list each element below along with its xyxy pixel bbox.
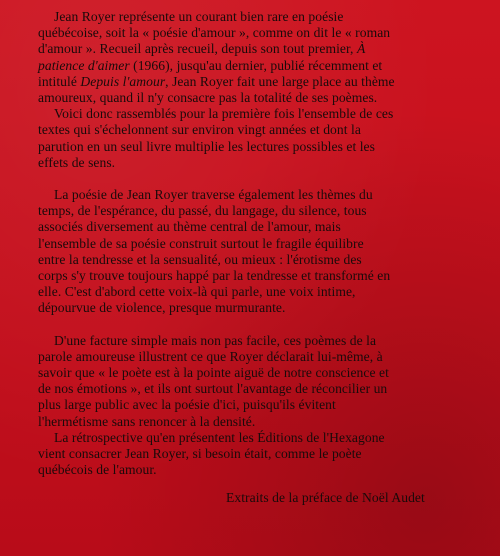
text-line: textes qui s'échelonnent sur environ vingt années et dont la: [38, 122, 361, 138]
text-line: D'une facture simple mais non pas facile, ces poèmes de la: [54, 332, 377, 348]
paragraph-style: [38, 333, 484, 479]
text-line: effets de sens.: [38, 154, 116, 170]
text-line: associés diversement au thème central de l'amour, mais: [38, 219, 341, 235]
text-line: de nos émotions », et ils ont surtout l'avantage de réconcilier un: [38, 381, 388, 397]
text-line: vient consacrer Jean Royer, si besoin était, comme le poète: [38, 446, 362, 462]
text-line: québécoise, soit la « poésie d'amour », comme on dit le « roman: [38, 25, 391, 41]
text-line: intitulé Depuis l'amour, Jean Royer fait une large place au thème: [38, 73, 395, 89]
book-title-last: Depuis l'amour: [80, 73, 166, 89]
text-line: dépourvue de violence, presque murmurante.: [38, 300, 286, 316]
text-line: La poésie de Jean Royer traverse également les thèmes du: [54, 187, 373, 203]
paragraph-intro: [38, 9, 484, 171]
text-line: patience d'aimer (1966), jusqu'au dernier, publié récemment et: [38, 57, 383, 73]
preface-attribution: Extraits de la préface de Noël Audet: [226, 490, 425, 506]
text-line: La rétrospective qu'en présentent les Éditions de l'Hexagone: [54, 429, 385, 445]
text-line: amoureux, quand il n'y consacre pas la totalité de ses poèmes.: [38, 90, 378, 106]
text-line: plus large public avec la poésie d'ici, puisqu'ils évitent: [38, 397, 336, 413]
book-title-first: À: [356, 41, 366, 57]
book-title-first-cont: patience d'aimer: [38, 57, 130, 73]
text-line: temps, de l'espérance, du passé, du langage, du silence, tous: [38, 203, 367, 219]
text-line: parole amoureuse illustrent ce que Royer déclarait lui-même, à: [38, 348, 383, 364]
text-line: corps s'y trouve toujours happé par la tendresse et transformé en: [38, 268, 391, 284]
text-line: l'ensemble de sa poésie construit surtout le fragile équilibre: [38, 235, 364, 251]
text-line: d'amour ». Recueil après recueil, depuis son tout premier, À: [38, 41, 366, 57]
paragraph-themes: [38, 187, 484, 317]
text-line: Jean Royer représente un courant bien rare en poésie: [54, 9, 344, 24]
text-line: québécois de l'amour.: [38, 462, 157, 478]
paragraph-gap: [38, 317, 484, 333]
text-line: entre la tendresse et la sensualité, ou mieux : l'érotisme des: [38, 251, 362, 267]
paragraph-gap: [38, 171, 484, 187]
text-line: Voici donc rassemblés pour la première fois l'ensemble de ces: [54, 106, 394, 122]
text-line: savoir que « le poète est à la pointe aiguë de notre conscience et: [38, 365, 389, 381]
text-line: l'hermétisme sans renoncer à la densité.: [38, 413, 256, 429]
paragraph-gap: [38, 478, 484, 490]
text-line: parution en un seul livre multiplie les lectures possibles et les: [38, 138, 375, 154]
text-line: elle. C'est d'abord cette voix-là qui parle, une voix intime,: [38, 284, 356, 300]
